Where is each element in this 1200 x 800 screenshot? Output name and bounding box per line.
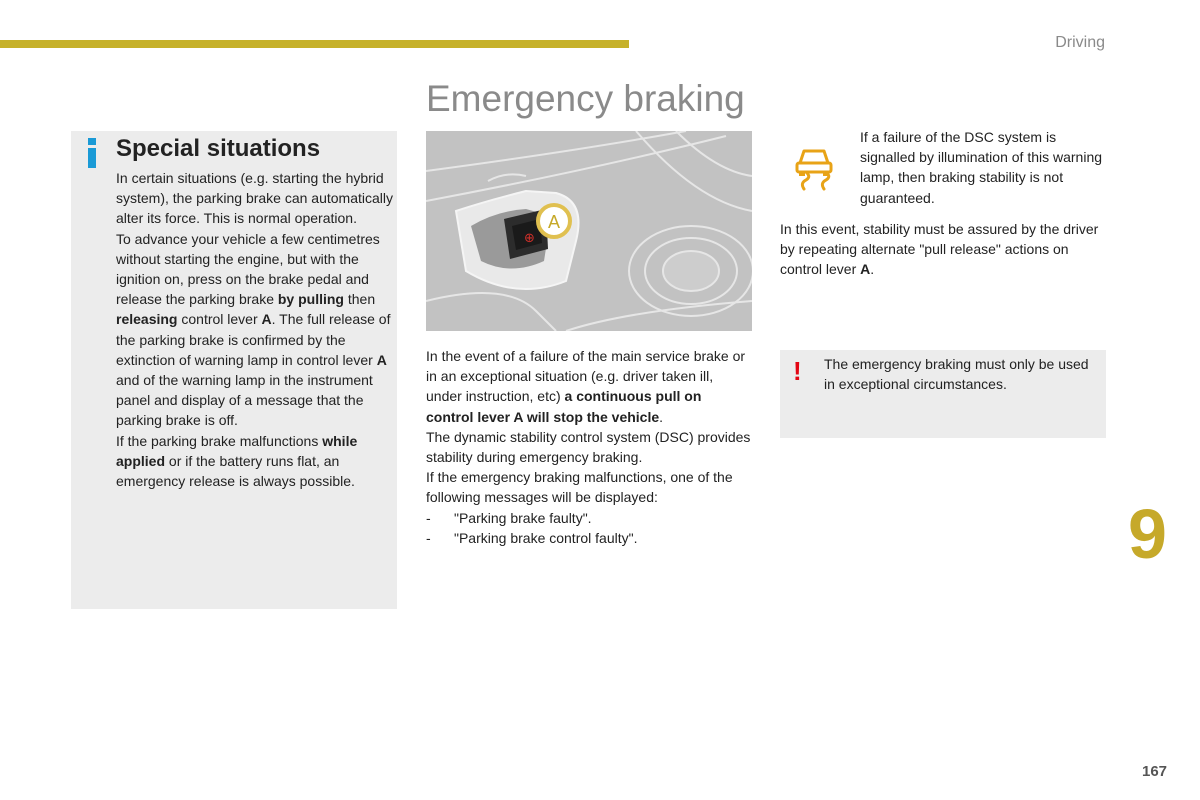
- dsc-warning-text: If a failure of the DSC system is signalled by illumination of this warning lamp, then braking stability is not guaranteed.: [860, 129, 1103, 206]
- message-item-1: - "Parking brake faulty".: [426, 509, 592, 526]
- main-para-1: In the event of a failure of the main service brake or in an exceptional situation (e.g. driver taken ill, under instruction, etc) a continuous pull on control lever A will stop the vehicle.: [426, 348, 746, 425]
- emergency-braking-text: [426, 346, 752, 548]
- dsc-warning-icon: [790, 143, 838, 191]
- console-drawing: [426, 131, 752, 331]
- special-para-2: To advance your vehicle a few centimetres without starting the engine, but with the ignition on, press on the brake pedal and release the parking brake by pulling then releasing control lever A. The full release of the parking brake is confirmed by the extinction of warning lamp in control lever A and of the warning lamp in the instrument panel and display of a message that the parking brake is off.: [116, 230, 391, 429]
- main-para-2: The dynamic stability control system (DSC) provides stability during emergency braking.: [426, 428, 751, 466]
- header-accent-bar: [0, 40, 629, 48]
- main-para-3: If the emergency braking malfunctions, one of the following messages will be displayed:: [426, 469, 733, 506]
- special-situations-body: [116, 168, 394, 491]
- stability-text: In this event, stability must be assured by the driver by repeating alternate "pull release" actions on control lever A.: [780, 221, 1099, 278]
- svg-text:⊕: ⊕: [524, 231, 535, 246]
- exclamation-icon: !: [793, 356, 802, 386]
- page-title: Emergency braking: [426, 78, 745, 119]
- special-para-3: If the parking brake malfunctions while applied or if the battery runs flat, an emergency release is always possible.: [116, 432, 358, 490]
- special-para-1: In certain situations (e.g. starting the hybrid system), the parking brake can automatically alter its force. This is normal operation.: [116, 170, 394, 227]
- message-item-2: - "Parking brake control faulty".: [426, 529, 638, 546]
- info-icon: [82, 138, 102, 168]
- special-situations-title: Special situations: [116, 135, 321, 162]
- section-title: Driving: [1055, 34, 1105, 51]
- chapter-number: 9: [1128, 495, 1167, 573]
- warning-text: The emergency braking must only be used in exceptional circumstances.: [824, 356, 1089, 393]
- page-number: 167: [1142, 763, 1168, 780]
- parking-brake-illustration: [426, 131, 752, 331]
- lever-label: A: [547, 212, 561, 232]
